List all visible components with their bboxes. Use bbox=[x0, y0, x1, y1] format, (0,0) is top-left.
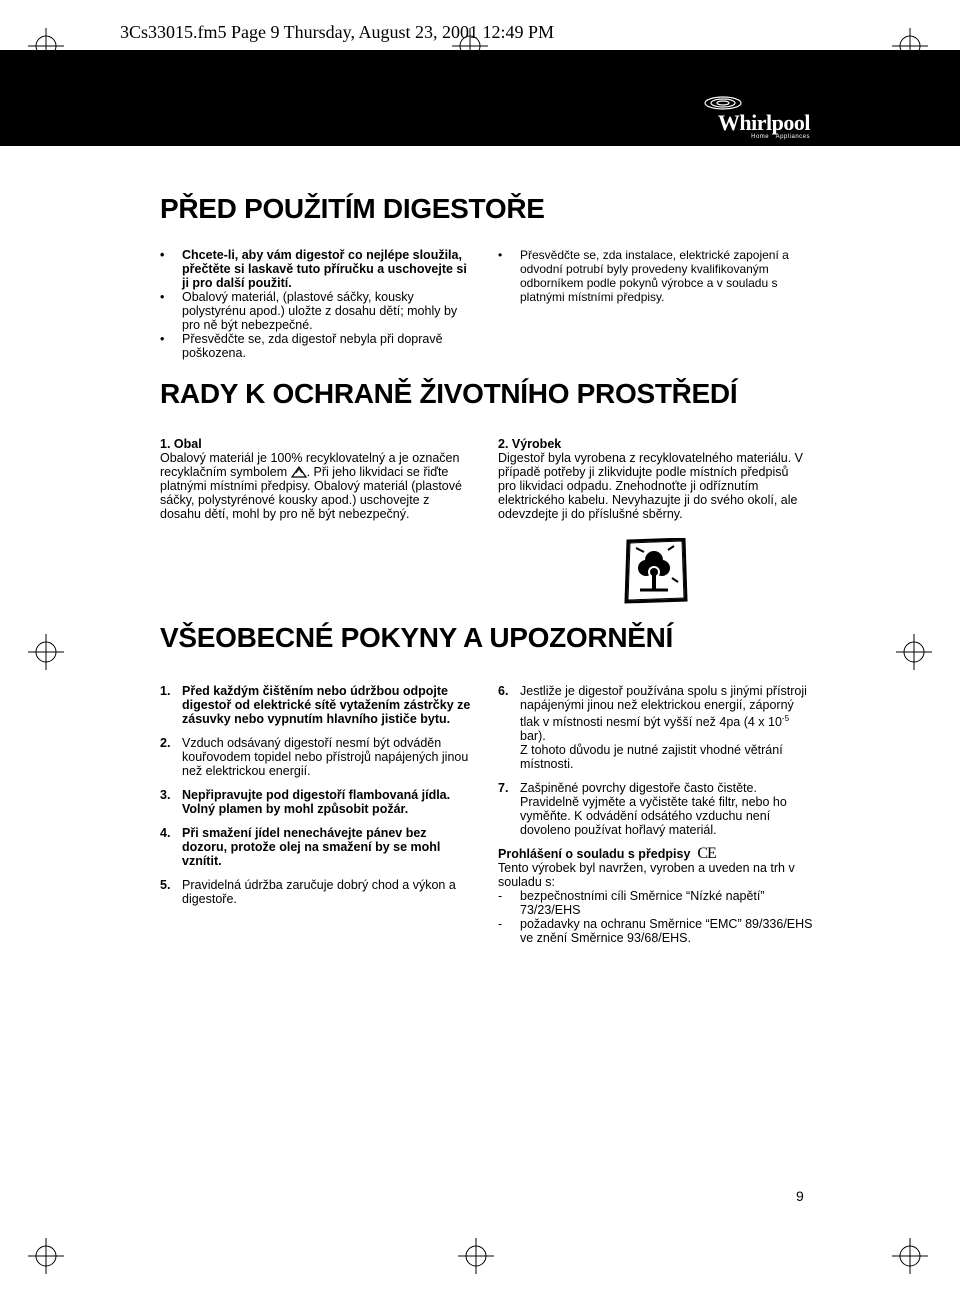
section-title-environment: RADY K OCHRANĚ ŽIVOTNÍHO PROSTŘEDÍ bbox=[160, 378, 738, 409]
item-text: Při smažení jídel nenechávejte pánev bez dozoru, protože olej na smažení by se mohl vznítit. bbox=[182, 826, 441, 868]
list-item bbox=[160, 684, 472, 726]
registration-mark-icon bbox=[452, 28, 488, 64]
logo-sub-appliances: Appliances bbox=[775, 134, 810, 140]
environment-right-column bbox=[498, 437, 804, 521]
list-item: - bezpečnostními cíli Směrnice “Nízké napětí” 73/23/EHS bbox=[498, 889, 814, 917]
item-number: 3. bbox=[160, 788, 171, 802]
item6-exponent: -5 bbox=[781, 714, 790, 723]
registration-mark-icon bbox=[28, 634, 64, 670]
before-use-right-column bbox=[498, 248, 816, 304]
conformity-heading-row bbox=[498, 847, 814, 861]
item-number: 1. bbox=[160, 684, 171, 698]
item-number: 4. bbox=[160, 826, 171, 840]
general-right-column bbox=[498, 684, 814, 945]
before-use-left-list bbox=[160, 248, 470, 360]
packaging-text-a: Obalový materiál je 100% recyklovatelný a je označen recyklačním symbolem bbox=[160, 451, 460, 479]
item-number: 5. bbox=[160, 878, 171, 892]
conformity-list bbox=[498, 889, 814, 945]
packaging-heading: 1. Obal bbox=[160, 437, 202, 451]
registration-mark-icon bbox=[28, 28, 64, 64]
ce-mark-icon: CE bbox=[697, 845, 716, 863]
registration-mark-icon bbox=[458, 1238, 494, 1274]
page-number: 9 bbox=[796, 1188, 804, 1204]
header-band bbox=[0, 50, 960, 146]
registration-mark-icon bbox=[28, 1238, 64, 1274]
general-right-list bbox=[498, 684, 814, 837]
item-number: 6. bbox=[498, 684, 509, 698]
logo-swirl-icon bbox=[704, 96, 742, 110]
logo-brand-text: Whirlpool bbox=[717, 110, 810, 135]
conformity-text: Tento výrobek byl navržen, vyroben a uveden na trh v souladu s: bbox=[498, 861, 795, 890]
logo-sub-home: Home bbox=[751, 134, 770, 140]
conformity-heading: Prohlášení o souladu s předpisy bbox=[498, 847, 691, 862]
item-number: 2. bbox=[160, 736, 171, 750]
registration-mark-icon bbox=[892, 1238, 928, 1274]
list-item: • Přesvědčte se, zda digestoř nebyla při dopravě poškozena. bbox=[160, 332, 470, 360]
product-text: Digestoř byla vyrobena z recyklovatelného materiálu. V případě potřeby ji zlikvidujte podle místních předpisů pro likvidaci odpadu. Znehodnoťte ji odříznutím elektrického kabelu. Nevyhazujte ji do svého okolí, ale odevzdejte ji do příslušné sběrny. bbox=[498, 451, 804, 521]
recycle-symbol-icon bbox=[291, 466, 307, 478]
list-item bbox=[498, 684, 814, 771]
packaging-text-b: . Při jeho likvidaci se řiďte platnými místními předpisy. Obalový materiál (plastové sáčky, polystyrénové kousky apod.) uschovejte z dosahu dětí, mohl by pro ně být nebezpečný. bbox=[160, 465, 462, 521]
list-item bbox=[160, 826, 472, 868]
list-item: - požadavky na ochranu Směrnice “EMC” 89/336/EHS ve znění Směrnice 93/68/EHS. bbox=[498, 917, 814, 945]
list-item bbox=[160, 736, 472, 778]
list-item: • Přesvědčte se, zda instalace, elektrické zapojení a odvodní potrubí byly provedeny kvalifikovaným odborníkem podle pokynů výrobce a v souladu s platnými místními předpisy. bbox=[498, 248, 816, 304]
item7-text: Zašpiněné povrchy digestoře často čistěte. Pravidelně vyjměte a vyčistěte také filtr, nebo ho vyměňte. K odvádění odsátého vzduchu není dovoleno používat hořlavý materiál. bbox=[520, 781, 787, 838]
item6-text-c: Z tohoto důvodu je nutné zajistit vhodné větrání místnosti. bbox=[520, 743, 783, 772]
list-item bbox=[160, 878, 472, 906]
before-use-right-list bbox=[498, 248, 816, 304]
item-text: Před každým čištěním nebo údržbou odpojte digestoř od elektrické sítě vytažením zástrčky ze zásuvky nebo vypnutím hlavního jističe bytu. bbox=[182, 684, 471, 726]
framemaker-header-line: 3Cs33015.fm5 Page 9 Thursday, August 23, 2001 12:49 PM bbox=[120, 22, 555, 42]
before-use-left-column bbox=[160, 248, 470, 360]
item6-text-b: bar). bbox=[520, 729, 546, 744]
registration-mark-icon bbox=[892, 28, 928, 64]
registration-mark-icon bbox=[896, 634, 932, 670]
item-text: Vzduch odsávaný digestoří nesmí být odváděn kouřovodem topidel nebo přístrojů napájených jinou než elektrickou energií. bbox=[182, 736, 469, 778]
tree-disposal-icon bbox=[624, 538, 688, 604]
section-title-before-use: PŘED POUŽITÍM DIGESTOŘE bbox=[160, 193, 545, 224]
packaging-text bbox=[160, 451, 462, 521]
conformity-block bbox=[498, 847, 814, 945]
environment-left-column bbox=[160, 437, 462, 521]
item-text: Pravidelná údržba zaručuje dobrý chod a výkon a digestoře. bbox=[182, 878, 456, 906]
general-left-column bbox=[160, 684, 472, 916]
product-heading: 2. Výrobek bbox=[498, 437, 562, 451]
list-item: • Obalový materiál, (plastové sáčky, kousky polystyrénu apod.) uložte z dosahu dětí; mohly by pro ně být nebezpečné. bbox=[160, 290, 470, 332]
list-item bbox=[160, 788, 472, 816]
item6-text-a: Jestliže je digestoř používána spolu s jinými přístroji napájenými jinou než elektrickou energií, záporný tlak v místnosti nesmí být vyšší než 4pa (4 x 10 bbox=[520, 684, 807, 730]
item-number: 7. bbox=[498, 781, 509, 796]
whirlpool-logo bbox=[688, 96, 810, 142]
list-item bbox=[498, 781, 814, 837]
section-title-general-instructions: VŠEOBECNÉ POKYNY A UPOZORNĚNÍ bbox=[160, 622, 674, 653]
general-left-list bbox=[160, 684, 472, 906]
list-item: • Chcete-li, aby vám digestoř co nejlépe sloužila, přečtěte si laskavě tuto příručku a uschovejte si ji pro další použití. bbox=[160, 248, 470, 290]
item-text: Nepřipravujte pod digestoří flambovaná jídla. Volný plamen by mohl způsobit požár. bbox=[182, 788, 451, 816]
logo-subtitle bbox=[751, 134, 810, 140]
